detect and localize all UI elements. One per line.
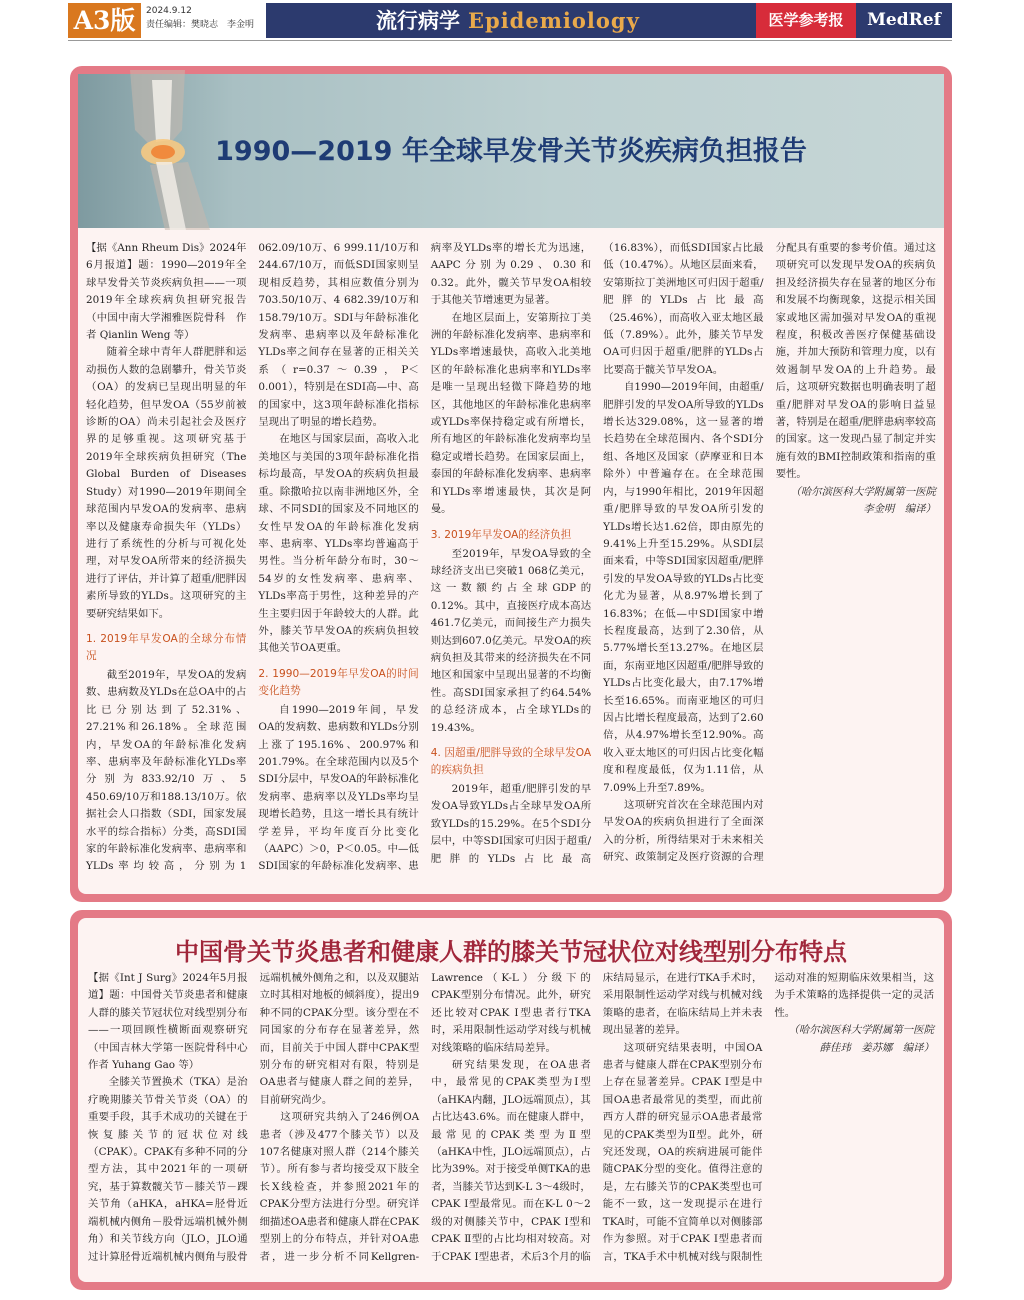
article-title: 中国骨关节炎患者和健康人群的膝关节冠状位对线型别分布特点 xyxy=(175,938,847,966)
article-title: 1990—2019 年全球早发骨关节炎疾病负担报告 xyxy=(215,136,807,167)
paragraph: 随着全球中青年人群肥胖和运动损伤人数的急剧攀升，骨关节炎（OA）的发病已呈现出明显的年轻化趋势，但早发OA（55岁前被诊断的OA）尚未引起社会及医疗界的足够重视。这项研究基于2019年全球疾病负担研究（The Global Burden of Diseases Study）对1990—2019年期间全球范围内早发OA的发病率、患病率以及健康寿命损失年（YLDs）进行了系统性的分析与可视化处理，对早发OA所带来的经济损失进行了评估，并计算了超重/肥胖因素所导致的YLDs。这项研究的主要研究结果如下。 xyxy=(86,346,247,620)
edition-meta xyxy=(146,4,254,32)
paragraph: 自1990—2019年间，由超重/肥胖引发的早发OA所导致的YLDs增长达329.08%，这一显著的增长趋势在全球范围内、各个SDI分组、各地区及国家（萨摩亚和日本除外）中普遍存在。在全球范围内，与1990年相比，2019年因超重/肥胖导致的早发OA所引发的YLDs增长达1.62倍，即由原先的9.41%上升至15.29%。从SDI层面来看，中等SDI国家因超重/肥胖引发的早发OA导致的YLDs占比变化尤为显著，从8.97%增长到了16.83%；在低—中SDI国家中增长程度最高，达到了2.30倍，从5.77%增长至13.27%。在地区层面，东南亚地区因超重/肥胖导致的YLDs占比变化最大，由7.17%增长至16.65%。而南亚地区的可归因占比增长程度最高，达到了2.60倍，从4.97%增长至12.90%。高收入亚太地区的可归因占比变化幅度和程度最低，仅为1.11倍，从7.09%上升至7.89%。 xyxy=(603,381,764,794)
translator-credit: （哈尔滨医科大学附属第一医院 薛佳玮 姜苏娜 编译） xyxy=(788,1024,945,1054)
section-heading: 4. 因超重/肥胖导致的全球早发OA的疾病负担 xyxy=(430,746,592,776)
edition-badge: A3版 xyxy=(68,3,141,38)
paragraph: 2019年，超重/肥胖引发的早发OA导致YLDs占全球早发OA所致YLDs的15.29%。在5个SDI分层中，中等SDI国家可归因于超重/肥胖的YLDs占比最高（16.83%），而低SDI国家占比最低（10.47%）。从地区层面来看，安第斯拉丁美洲地区可归因于超重/肥胖的YLDs占比最高（25.46%），而高收入亚太地区最低（7.89%）。此外，膝关节早发OA可归因于超重/肥胖的YLDs占比要高于髋关节早发OA。 xyxy=(430,242,764,865)
article-body xyxy=(88,970,945,1275)
section-heading: 1. 2019年早发OA的全球分布情况 xyxy=(86,632,247,662)
article-cpak xyxy=(70,910,952,1290)
section-band xyxy=(266,3,756,38)
section-title-cn: 流行病学 xyxy=(376,8,460,33)
article-banner xyxy=(78,74,944,228)
paragraph: 在地区层面上，安第斯拉丁美洲的年龄标准化发病率、患病率和YLDs率增速最快，高收入北美地区的年龄标准化患病率和YLDs率是唯一呈现出轻微下降趋势的地区，其他地区的年龄标准化患病率或YLDs率保持稳定或有所增长，所有地区的年龄标准化发病率均呈稳定或增长趋势。在国家层面上，泰国的年龄标准化发病率、患病率和YLDs率增速最快，其次是阿曼。 xyxy=(430,311,592,516)
paragraph: 这项研究首次在全球范围内对早发OA的疾病负担进行了全面深入的分析，所得结果对于未来相关研究、政策制定及医疗资源的合理分配具有重要的参考价值。通过这项研究可以发现早发OA的疾病负担及经济损失存在显著的地区分布和发展不均衡现象，这提示相关国家或地区需加强对早发OA的重视程度，积极改善医疗保健基础设施，并加大预防和管理力度，以有效遏制早发OA的上升趋势。最后，这项研究数据也明确表明了超重/肥胖对早发OA的影响日益显著，特别是在超重/肥胖患病率较高的国家。这一发现凸显了制定并实施有效的BMI控制政策和指南的重要性。 xyxy=(603,242,936,864)
paragraph: 至2019年，早发OA导致的全球经济支出已突破1 068亿美元，这一数额约占全球GDP的0.12%。其中，直接医疗成本高达461.7亿美元，而间接生产力损失则达到607.0亿美元。早发OA的疾病负担及其带来的经济损失在不同地区和国家中呈现出显著的不均衡性。高SDI国家承担了约64.54%的总经济成本，占全球YLDs的19.43%。 xyxy=(430,547,592,734)
paragraph: 全膝关节置换术（TKA）是治疗晚期膝关节骨关节炎（OA）的重要手段，其手术成功的关键在于恢复膝关节的冠状位对线（CPAK）。CPAK有多种不同的分型方法，其中2021年的一项研究，基于算数髋关节－膝关节－踝关节角（aHKA，aHKA=胫骨近端机械内侧角－股骨远端机械外侧角）和关节线方向（JLO，JLO通过计算胫骨近端机械内侧角与股骨远端机械外侧角之和，以及双腿站立时其相对地板的倾斜度），提出9种不同的CPAK分型。该分型在不同国家的分布存在显著差异，然而，目前关于中国人群中CPAK型别分布的研究相对有限，特别是OA患者与健康人群之间的差异，目前研究尚少。 xyxy=(88,972,420,1263)
section-heading: 2. 1990—2019年早发OA的时间变化趋势 xyxy=(258,667,419,697)
masthead xyxy=(0,0,1024,42)
issue-date: 2024.9.12 xyxy=(146,6,192,16)
paragraph: 这项研究结果表明，中国OA患者与健康人群在CPAK型别分布上存在显著差异。CPAK Ⅰ型是中国OA患者最常见的类型，而此前西方人群的研究显示OA患者最常见的CPAK类型为Ⅱ型。此外，研究还发现，OA的疾病进展可能伴随CPAK分型的变化。值得注意的是，左右膝关节的CPAK类型也可能不一致，这一发现提示在进行TKA时，可能不宜简单以对侧膝部作为参照。对于CPAK Ⅰ型患者而言，TKA手术中机械对线与限制性运动对准的短期临床效果相当，这为手术策略的选择提供一定的灵活性。 xyxy=(602,972,934,1263)
brand-en: MedRef xyxy=(856,3,952,38)
translator-credit: （哈尔滨医科大学附属第一医院 李金明 编译） xyxy=(790,485,947,516)
section-title-en: Epidemiology xyxy=(468,8,640,33)
section-heading: 3. 2019年早发OA的经济负担 xyxy=(430,528,572,541)
paragraph: 【据《Ann Rheum Dis》2024年6月报道】题：1990—2019年全球早发骨关节炎疾病负担——一项2019年全球疾病负担研究报告（中国中南大学湘雅医院骨科 作者 Qianlin Weng 等） xyxy=(86,242,247,342)
paragraph: 截至2019年，早发OA的发病数、患病数及YLDs在总OA中的占比已分别达到了52.31%、27.21%和26.18%。全球范围内，早发OA的年龄标准化发病率、患病率及年龄标准化YLDs率分别为833.92/10万、5 450.69/10万和188.13/10万。依据社会人口指数（SDI，国家发展水平的综合指标）分类，高SDI国家的年龄标准化发病率、患病率和YLDs率均较高，分别为1 062.09/10万、6 999.11/10万和244.67/10万，而低SDI国家则呈现相反趋势，其相应数值分别为703.50/10万、4 682.39/10万和158.79/10万。SDI与年龄标准化发病率、患病率以及年龄标准化YLDs率之间存在显著的正相关关系（r=0.37～0.39，P＜0.001），特别是在SDI高—中、高的国家中，这3项年龄标准化指标呈现出了明显的增长趋势。 xyxy=(86,242,419,873)
article-oa-burden xyxy=(70,66,952,902)
paragraph: 在地区与国家层面，高收入北美地区与美国的3项年龄标准化指标均最高，早发OA的疾病负担最重。除撒哈拉以南非洲地区外，全球、不同SDI的国家及不同地区的女性早发OA的年龄标准化发病率、患病率、YLDs率均普遍高于男性。当分析年龄分布时，30～54岁的女性发病率、患病率、YLDs率高于男性，这种差异的产生主要归因于年龄较大的人群。此外，膝关节早发OA的疾病负担较其他关节OA更重。 xyxy=(258,433,419,655)
paragraph: 这项研究共纳入了246例OA患者（涉及477个膝关节）以及107名健康对照人群（214个膝关节）。所有参与者均接受双下肢全长X线检查，并参照2021年的CPAK分型方法进行分型。研究详细描述OA患者和健康人群在CPAK型别上的分布特点，并针对OA患者，进一步分析不同Kellgren-Lawrence（K-L）分级下的CPAK型别分布情况。此外，研究还比较对CPAK Ⅰ型患者行TKA时，采用限制性运动学对线与机械对线策略的临床结局差异。 xyxy=(259,972,591,1263)
article-body xyxy=(86,240,947,884)
paragraph: 研究结果发现，在OA患者中，最常见的CPAK类型为Ⅰ型（aHKA内翻，JLO远端顶点），其占比达43.6%。而在健康人群中，最常见的CPAK类型为Ⅱ型（aHKA中性，JLO远端顶点），占比为39%。对于接受单侧TKA的患者，当膝关节达到K-L 3～4级时，CPAK Ⅰ型最常见。而在K-L 0～2级的对侧膝关节中，CPAK Ⅰ型和CPAK Ⅱ型的占比均相对较高。对于CPAK Ⅰ型患者，术后3个月的临床结局显示，在进行TKA手术时，采用限制性运动学对线与机械对线策略的患者，在临床结局上并未表现出显著的差异。 xyxy=(431,972,763,1263)
masthead-rule xyxy=(68,40,952,41)
editors-line: 责任编辑：樊晓志 李金明 xyxy=(146,20,255,30)
paragraph: 自1990—2019年间，早发OA的发病数、患病数和YLDs分别上涨了195.16%、200.97%和201.79%。在全球范围内以及5个SDI分层中，早发OA的年龄标准化发病率、患病率以及YLDs率均呈现增长趋势，且这一增长具有统计学差异，平均年度百分比变化（AAPC）＞0，P＜0.05。中—低SDI国家的年龄标准化发病率、患病率及YLDs率的增长尤为迅速，AAPC分别为0.29、0.30和0.32。此外，髋关节早发OA相较于其他关节增速更为显著。 xyxy=(258,242,592,873)
newspaper-brand: 医学参考报 xyxy=(756,3,856,38)
paragraph: 【据《Int J Surg》2024年5月报道】题：中国骨关节炎患者和健康人群的膝关节冠状位对线型别分布——一项回顾性横断面观察研究（中国吉林大学第一医院骨科中心 作者 Yuhang Gao 等） xyxy=(88,972,258,1072)
